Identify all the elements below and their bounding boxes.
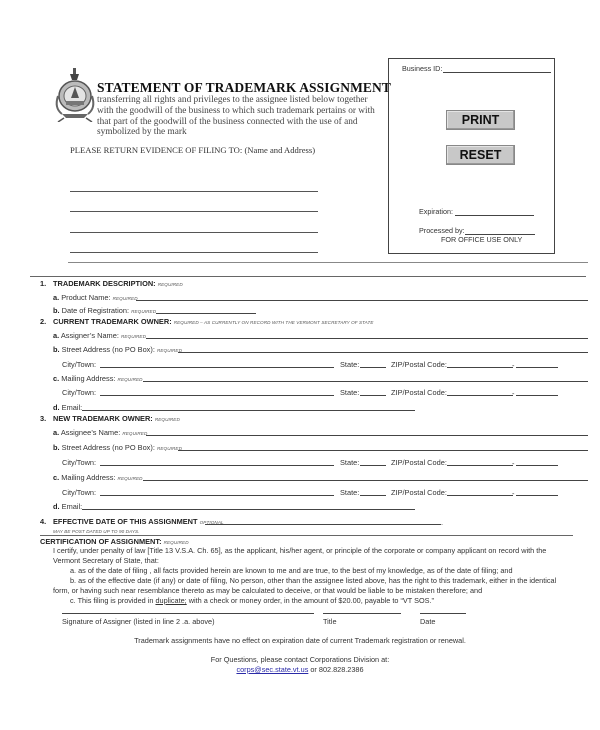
assignee-street-address-label: b. Street Address (no PO Box): REQUIRED	[53, 443, 183, 452]
business-id-label: Business ID:	[402, 64, 443, 73]
effective-date-field[interactable]	[205, 524, 441, 525]
section-1-heading: 1. TRADEMARK DESCRIPTION: REQUIRED	[40, 279, 183, 288]
assignee-mailing-zip-field[interactable]	[447, 495, 513, 496]
assignee-city-field[interactable]	[100, 465, 334, 466]
assigner-mailing-zip-label: ZIP/Postal Code:	[391, 388, 447, 397]
assignee-email-label: d. Email:	[53, 502, 83, 511]
assigner-mailing-city-field[interactable]	[100, 395, 334, 396]
assignee-zip-ext-field[interactable]	[516, 465, 558, 466]
assignee-state-field[interactable]	[360, 465, 386, 466]
certification-line-1: I certify, under penalty of law [Title 13 V.S.A. Ch. 65], as the applicant, his/her agent, or principle of the corporate or company applicant on record with the	[53, 546, 547, 555]
expiration-field[interactable]	[455, 215, 534, 216]
business-id-field[interactable]	[443, 72, 551, 73]
assignee-state-label: State:	[340, 458, 360, 467]
assigner-email-label: d. Email:	[53, 403, 83, 412]
effective-date-note: MAY BE POST DATED UP TO 90 DAYS.	[53, 529, 140, 534]
assigner-zip-field[interactable]	[447, 367, 513, 368]
assigner-email-field[interactable]	[82, 410, 415, 411]
assigner-zip-label: ZIP/Postal Code:	[391, 360, 447, 369]
processed-by-label: Processed by:	[419, 226, 465, 235]
print-button[interactable]: PRINT	[446, 110, 515, 130]
assignee-name-label: a. Assignee’s Name: REQUIRED	[53, 428, 148, 437]
certification-item-b-cont: form, or having such near resemblance thereto as may be calculated to deceive, or that would be liable to be mistaken therefore; and	[53, 586, 483, 595]
divider	[68, 262, 588, 263]
certification-item-b: b. as of the effective date (if any) or date of filing, No person, other than the assignee listed above, has the right to this trademark, either in the identical	[70, 576, 557, 585]
assignee-name-field[interactable]	[146, 435, 588, 436]
date-label: Date	[420, 617, 436, 626]
date-field[interactable]	[420, 613, 466, 614]
assigner-name-label: a. Assigner’s Name: REQUIRED	[53, 331, 147, 340]
assigner-mailing-zip-ext-field[interactable]	[516, 395, 558, 396]
certification-heading: CERTIFICATION OF ASSIGNMENT: REQUIRED	[40, 537, 189, 546]
return-evidence-label: PLEASE RETURN EVIDENCE OF FILING TO: (Name and Address)	[70, 145, 316, 155]
page-title: STATEMENT OF TRADEMARK ASSIGNMENT	[97, 80, 391, 95]
certification-item-a: a. as of the date of filing , all facts provided herein are known to me and are true, to the best of my knowledge, as of the date of filing; and	[70, 566, 513, 575]
assigner-mailing-state-label: State:	[340, 388, 360, 397]
signature-field[interactable]	[62, 613, 314, 614]
date-of-registration-field[interactable]	[156, 313, 256, 314]
assignee-email-field[interactable]	[82, 509, 415, 510]
assignee-mailing-address-label: c. Mailing Address: REQUIRED	[53, 473, 143, 482]
assigner-city-label: City/Town:	[62, 360, 97, 369]
certification-line-2: Vermont Secretary of State, that:	[53, 556, 159, 565]
vermont-seal-icon	[52, 66, 98, 122]
expiration-notice: Trademark assignments have no effect on expiration date of current Trademark registration or renewal.	[134, 636, 466, 645]
assignee-mailing-state-field[interactable]	[360, 495, 386, 496]
office-use-only-label: FOR OFFICE USE ONLY	[441, 235, 523, 244]
date-of-registration-label: b. Date of Registration: REQUIRED	[53, 306, 157, 315]
assignee-zip-label: ZIP/Postal Code:	[391, 458, 447, 467]
assigner-mailing-zip-field[interactable]	[447, 395, 513, 396]
product-name-label: a. Product Name: REQUIRED	[53, 293, 138, 302]
assignee-mailing-zip-ext-field[interactable]	[516, 495, 558, 496]
assignee-zip-field[interactable]	[447, 465, 513, 466]
assigner-street-address-field[interactable]	[178, 352, 588, 353]
assigner-zip-ext-field[interactable]	[516, 367, 558, 368]
section-3-heading: 3. NEW TRADEMARK OWNER: REQUIRED	[40, 414, 180, 423]
section-2-heading: 2. CURRENT TRADEMARK OWNER: REQUIRED – AS CURRENTLY ON RECORD WITH THE VERMONT SECRETARY OF STATE	[40, 317, 374, 326]
contact-text: For Questions, please contact Corporations Division at:	[210, 655, 390, 664]
signature-label: Signature of Assigner (listed in line 2 .a. above)	[62, 617, 215, 626]
assignee-mailing-city-field[interactable]	[100, 495, 334, 496]
title-field[interactable]	[323, 613, 401, 614]
assignee-city-label: City/Town:	[62, 458, 97, 467]
assigner-mailing-state-field[interactable]	[360, 395, 386, 396]
return-address-line-4[interactable]	[70, 252, 318, 253]
title-label: Title	[323, 617, 337, 626]
page-subtitle: transferring all rights and privileges to the assignee listed below together with the goodwill of the business to which such trademark pertains or with that part of the goodwill of the business connected with the use of and symbolized by the mark	[97, 95, 375, 138]
assignee-mailing-city-label: City/Town:	[62, 488, 97, 497]
return-address-line-2[interactable]	[70, 211, 318, 212]
assigner-state-field[interactable]	[360, 367, 386, 368]
section-4-heading: 4. EFFECTIVE DATE OF THIS ASSIGNMENT OPTIONAL	[40, 517, 224, 526]
divider	[30, 276, 586, 277]
assigner-street-address-label: b. Street Address (no PO Box): REQUIRED	[53, 345, 183, 354]
contact-email-link[interactable]: corps@sec.state.vt.us	[236, 665, 309, 674]
assigner-mailing-address-field[interactable]	[143, 381, 588, 382]
product-name-field[interactable]	[136, 300, 588, 301]
assignee-street-address-field[interactable]	[178, 450, 588, 451]
contact-details: corps@sec.state.vt.us or 802.828.2386	[236, 665, 364, 674]
assigner-name-field[interactable]	[146, 338, 588, 339]
return-address-line-3[interactable]	[70, 232, 318, 233]
certification-item-c: c. This filing is provided in duplicate; with a check or money order, in the amount of $20.00, payable to “VT SOS.”	[70, 596, 434, 605]
assigner-city-field[interactable]	[100, 367, 334, 368]
assigner-state-label: State:	[340, 360, 360, 369]
assignee-mailing-address-field[interactable]	[143, 480, 588, 481]
expiration-label: Expiration:	[419, 207, 453, 216]
return-address-line-1[interactable]	[70, 191, 318, 192]
divider	[40, 535, 573, 536]
reset-button[interactable]: RESET	[446, 145, 515, 165]
assigner-mailing-address-label: c. Mailing Address: REQUIRED	[53, 374, 143, 383]
contact-phone: 802.828.2386	[318, 665, 364, 674]
assignee-mailing-zip-label: ZIP/Postal Code:	[391, 488, 447, 497]
assignee-mailing-state-label: State:	[340, 488, 360, 497]
assigner-mailing-city-label: City/Town:	[62, 388, 97, 397]
